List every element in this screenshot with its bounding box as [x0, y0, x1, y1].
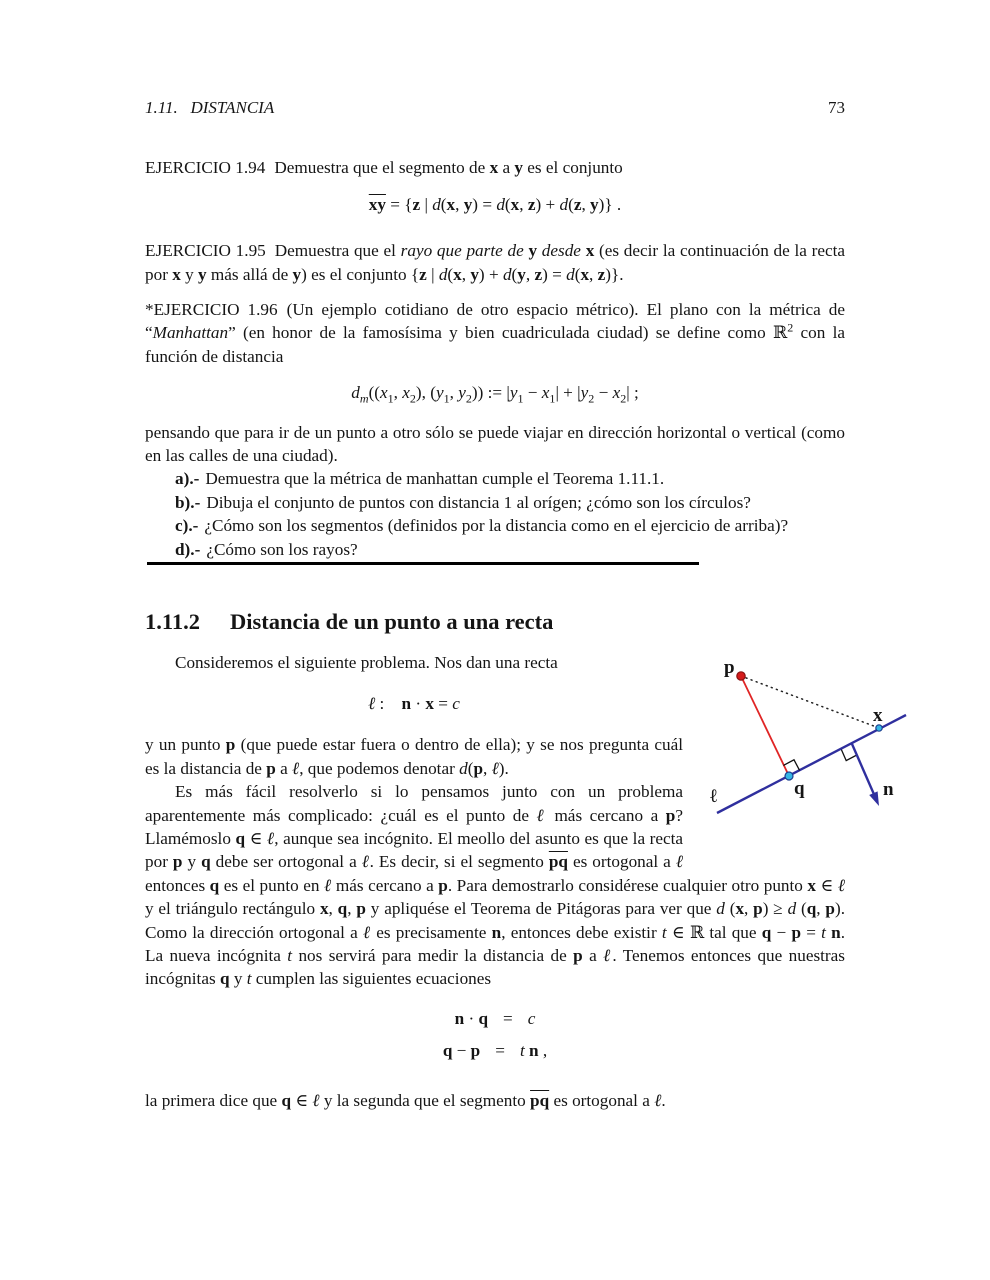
list-item-d-text: ¿Cómo son los rayos?	[206, 539, 358, 559]
exercise-196-items	[145, 467, 845, 561]
equation-system-row-1	[455, 1007, 536, 1030]
label-line-l: ℓ	[709, 785, 719, 807]
exercise-194	[145, 156, 845, 179]
point-q	[785, 772, 793, 780]
list-item-b-label: b).-	[175, 492, 201, 512]
paragraph-punto: y un punto p (que puede estar fuera o dentro de ella); y se nos pregunta cuál es la distancia de p a ℓ, que podemos denotar d(p, ℓ).	[145, 735, 683, 778]
equation-segment-set: $\overline{xy} = \{z$ | d(x, y) = d(x, z) + d(z, y)} .	[368, 194, 622, 214]
point-p	[737, 672, 745, 680]
label-p: p	[724, 657, 735, 678]
list-item-c-text: ¿Cómo son los segmentos (definidos por la distancia como en el ejercicio de arriba)?	[204, 516, 789, 536]
eq1-rhs: c	[527, 1008, 536, 1028]
list-item-a-text: Demuestra que la métrica de manhattan cumple el Teorema 1.11.1.	[205, 469, 665, 489]
eq2-lhs: q − p	[442, 1041, 481, 1061]
section-number: 1.11.2	[145, 608, 201, 634]
list-item-a	[145, 467, 845, 490]
paragraph-facil: Es más fácil resolverlo si lo pensamos junto con un problema aparentemente más complicado: ¿cuál es el punto de ℓ más cercano a p? Llamémoslo q ∈ ℓ, aunque sea incógnito. El meollo del asunto es que la recta por p y q debe ser ortogonal a ℓ. Es decir, si el segmento $\overline{pq}$ es ortogonal a ℓ entonces q es el punto en ℓ más cercano a p. Para demostrarlo considérese cualquier otro punto x ∈ ℓ y el triángulo rectángulo x, q, p y apliquése el Teorema de Pitágoras para ver que d (x, p) ≥ d (q, p). Como la dirección ortogonal a ℓ es precisamente n, entonces debe existir t ∈ ℝ tal que q − p = t n. La nueva incógnita t nos servirá para medir la distancia de p a ℓ. Tenemos entonces que nuestras incógnitas q y t cumplen las siguientes ecuaciones	[145, 782, 846, 989]
list-item-b	[145, 491, 845, 514]
exercise-195-text: Demuestra que el rayo que parte de y desde x (es decir la continuación de la recta por x y y más allá de y) es el conjunto {z | d(x, y) + d(y, z) = d(x, z)}.	[145, 241, 846, 284]
exercise-195-label: EJERCICIO 1.95	[145, 241, 266, 261]
paragraph-intro: Consideremos el siguiente problema. Nos dan una recta	[175, 652, 558, 672]
distance-point-line-figure	[690, 645, 922, 825]
exercise-195	[145, 239, 845, 286]
running-header	[145, 96, 845, 119]
section-title: Distancia de un punto a una recta	[230, 608, 554, 634]
eq2-rhs: t n ,	[519, 1041, 548, 1061]
exercise-block-rule	[147, 562, 699, 565]
exercise-196	[145, 298, 845, 368]
list-item-c	[145, 514, 845, 537]
section-heading	[145, 609, 845, 635]
equation-line: ℓ : n · x = c	[368, 694, 460, 713]
list-item-d	[145, 538, 845, 561]
page-number: 73	[828, 98, 845, 117]
label-q: q	[794, 778, 805, 799]
list-item-a-label: a).-	[175, 469, 200, 489]
paragraph-final: la primera dice que q ∈ ℓ y la segunda que el segmento $\overline{pq}$ es ortogonal a ℓ.	[145, 1090, 666, 1110]
normal-vector-arrowhead-icon	[869, 791, 879, 806]
equation-manhattan-metric: $d_m((x_1$, $x_2$), ($y_1$, $y_2$)) := $|y_1 - x_1| + |y_2 - x_2|$ ;	[351, 383, 639, 406]
list-item-d-label: d).-	[175, 539, 201, 559]
exercise-196-text: (Un ejemplo cotidiano de otro espacio métrico). El plano con la métrica de “Manhattan” (en honor de la famosísima y bien cuadriculada ciudad) se define como ℝ$^2$ con la función de distancia	[145, 300, 845, 366]
list-item-b-text: Dibuja el conjunto de puntos con distancia 1 al orígen; ¿cómo son los círculos?	[206, 492, 751, 512]
equation-system-row-2	[443, 1039, 547, 1062]
eq1-lhs: n · q	[454, 1008, 489, 1028]
list-item-c-label: c).-	[175, 516, 199, 536]
exercise-196-continuation: pensando que para ir de un punto a otro sólo se puede viajar en dirección horizontal o vertical (como en las calles de una ciudad).	[145, 422, 845, 466]
exercise-194-text: Demuestra que el segmento de x a y es el conjunto	[274, 158, 623, 178]
label-x: x	[873, 705, 883, 726]
equation-system	[145, 1007, 845, 1063]
eq1-relation: =	[503, 1008, 513, 1028]
exercise-194-label: EJERCICIO 1.94	[145, 158, 266, 178]
page-content	[145, 96, 845, 1112]
normal-vector-shaft	[852, 744, 875, 796]
running-header-section: 1.11. DISTANCIA	[145, 98, 275, 117]
label-n: n	[883, 779, 894, 800]
exercise-196-label: *EJERCICIO 1.96	[145, 300, 278, 320]
eq2-relation: =	[495, 1041, 505, 1061]
